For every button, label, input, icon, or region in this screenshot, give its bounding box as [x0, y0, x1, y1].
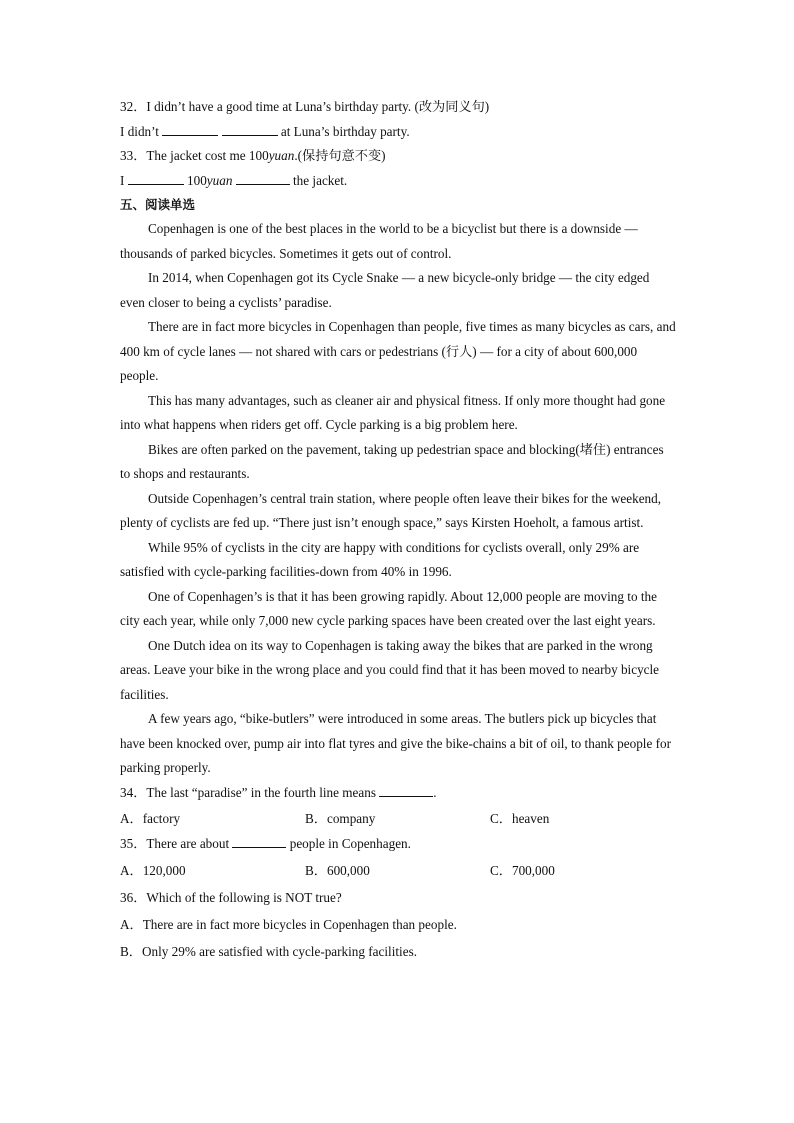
q35-option-c[interactable]: C．700,000: [490, 862, 555, 878]
passage-paragraph: There are in fact more bicycles in Copenhagen than people, five times as many bicycles as cars, and 400 km of cycle lanes — not shared with cars or pedestrians (行人) — for a city of about 600,000 people.: [120, 319, 676, 383]
q34-blank[interactable]: [379, 784, 433, 797]
question-33-answer-line: [120, 169, 676, 194]
q35-blank[interactable]: [232, 835, 286, 848]
q33-stem-unit: yuan: [268, 148, 295, 163]
question-36-stem: 36．Which of the following is NOT true?: [120, 889, 342, 905]
q33-answer-mid: 100: [187, 172, 207, 188]
q36-option-a[interactable]: A．There are in fact more bicycles in Copenhagen than people.: [120, 916, 457, 932]
q33-answer-suffix: the jacket.: [293, 172, 348, 188]
question-32-stem: 32．I didn’t have a good time at Luna’s birthday party. (改为同义句): [120, 99, 490, 114]
question-33-stem: [120, 144, 676, 169]
q34-option-c[interactable]: C．heaven: [490, 811, 550, 826]
q35-stem-b: people in Copenhagen.: [289, 836, 411, 851]
question-35-stem: [120, 832, 676, 857]
passage-paragraph: Outside Copenhagen’s central train station, where people often leave their bikes for the weekend, plenty of cyclists are fed up. “There just isn’t enough space,” says Kirsten Hoeholt, a famous artist.: [120, 490, 662, 530]
question-32-answer-line: [120, 120, 676, 145]
q33-answer-prefix: I: [120, 172, 125, 188]
section-title: 五、阅读单选: [120, 197, 196, 212]
passage-paragraph: One of Copenhagen’s is that it has been growing rapidly. About 12,000 people are moving to the city each year, while only 7,000 new cycle parking spaces have been created over the last eight years.: [120, 588, 657, 628]
q35-stem-a: 35．There are about: [120, 836, 230, 851]
q33-blank-2[interactable]: [236, 172, 290, 185]
passage-paragraph: A few years ago, “bike-butlers” were introduced in some areas. The butlers pick up bicycles that have been knocked over, pump air into flat tyres and give the bike-chains a bit of oil, to thank people for parking properly.: [120, 711, 671, 775]
q34-stem-a: 34．The last “paradise” in the fourth line means: [120, 784, 376, 800]
q35-option-b[interactable]: B．600,000: [305, 862, 370, 878]
q33-stem-b: .(保持句意不变): [294, 148, 386, 163]
passage-paragraph: One Dutch idea on its way to Copenhagen is taking away the bikes that are parked in the wrong areas. Leave your bike in the wrong place and you could find that it has been moved to nearby bicycle facilities.: [120, 637, 660, 702]
passage-paragraph: This has many advantages, such as cleaner air and physical fitness. If only more thought had gone into what happens when riders get off. Cycle parking is a big problem here.: [120, 392, 666, 432]
passage-paragraph: While 95% of cyclists in the city are happy with conditions for cyclists overall, only 29% are satisfied with cycle-parking facilities-down from 40% in 1996.: [120, 539, 640, 579]
q34-option-a[interactable]: A．factory: [120, 811, 181, 826]
page-content: [120, 95, 676, 965]
q33-blank-1[interactable]: [128, 172, 184, 185]
passage-paragraph: Copenhagen is one of the best places in the world to be a bicyclist but there is a downside — thousands of parked bicycles. Sometimes it gets out of control.: [120, 221, 638, 261]
q34-option-b[interactable]: B．company: [305, 811, 376, 826]
reading-passage: [120, 217, 676, 781]
q32-blank-2[interactable]: [222, 123, 278, 136]
passage-paragraph: In 2014, when Copenhagen got its Cycle Snake — a new bicycle-only bridge — the city edged even closer to being a cyclists’ paradise.: [120, 270, 650, 310]
q32-answer-prefix: I didn’t: [120, 123, 159, 139]
question-35-options: [120, 857, 676, 884]
q32-answer-suffix: at Luna’s birthday party.: [280, 123, 410, 139]
q34-stem-b: .: [433, 784, 437, 800]
passage-paragraph: Bikes are often parked on the pavement, taking up pedestrian space and blocking(堵住) entrances to shops and restaurants.: [120, 441, 664, 481]
question-34-stem: [120, 781, 676, 806]
q32-blank-1[interactable]: [162, 123, 218, 136]
question-34-options: [120, 805, 676, 832]
q35-option-a[interactable]: A．120,000: [120, 862, 186, 878]
q33-answer-unit: yuan: [206, 172, 233, 188]
q36-option-b[interactable]: B．Only 29% are satisfied with cycle-parking facilities.: [120, 943, 417, 959]
q33-stem-a: 33．The jacket cost me 100: [120, 148, 269, 163]
